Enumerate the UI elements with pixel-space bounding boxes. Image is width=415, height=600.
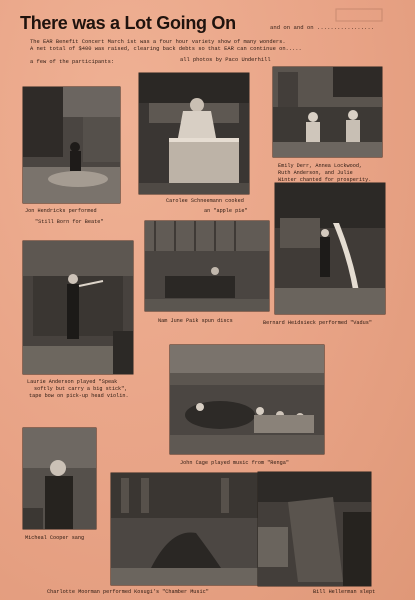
participants-label: a few of the participants: [30,59,115,65]
photo-john-cage [170,345,324,454]
photo-jon-hendricks [23,87,120,203]
caption-paik: Nam June Paik spun discs [158,318,233,324]
photo-bernard-heidsieck [275,183,385,314]
intro-line-2: A net total of $400 was raised, clearing back debts so that EAR can continue on..... [30,46,302,52]
caption-hendricks-2: "Still Born for Beate" [35,219,104,225]
photo-carolee-schneemann [139,73,249,194]
photo-charlotte-moorman [111,473,258,585]
caption-moorman: Charlotte Moorman performed Kosugi's "Chamber Music" [47,589,209,595]
caption-heidsieck: Bernard Heidsieck performed "Vadus" [263,320,372,326]
caption-anderson-2: softly but carry a big stick", [34,386,128,392]
photo-nam-june-paik [145,221,269,311]
intro-line-1: The EAR Benefit Concert March 1st was a four hour variety show of many wonders. [30,39,286,45]
caption-hendricks-1: Jon Hendricks performed [25,208,97,214]
caption-cage: John Cage played music from "Renga" [180,460,289,466]
caption-schneemann-1: Carolee Schneemann cooked [166,198,244,204]
caption-group-2: Ruth Anderson, and Julie [278,170,353,176]
caption-cooper: Micheal Cooper sang [25,535,85,541]
title-tail: and on and on ................. [270,24,375,31]
photo-group-chant [273,67,382,157]
page-title: There was a Lot Going On [20,13,236,33]
caption-group-3: Winter chanted for prosperity. [278,177,372,183]
faded-stamp [335,8,383,22]
caption-hellerman: Bill Hellerman slept [313,589,376,595]
photo-credit: all photos by Paco Underhill [180,57,271,63]
photo-bill-hellerman [258,472,371,586]
caption-schneemann-2: an "apple pie" [204,208,248,214]
photo-micheal-cooper [23,428,96,529]
photo-laurie-anderson [23,241,133,374]
caption-group-1: Emily Derr, Annea Lockwood, [278,163,363,169]
caption-anderson-3: tape bow on pick-up head violin. [29,393,129,399]
caption-anderson-1: Laurie Anderson played "Speak [27,379,118,385]
